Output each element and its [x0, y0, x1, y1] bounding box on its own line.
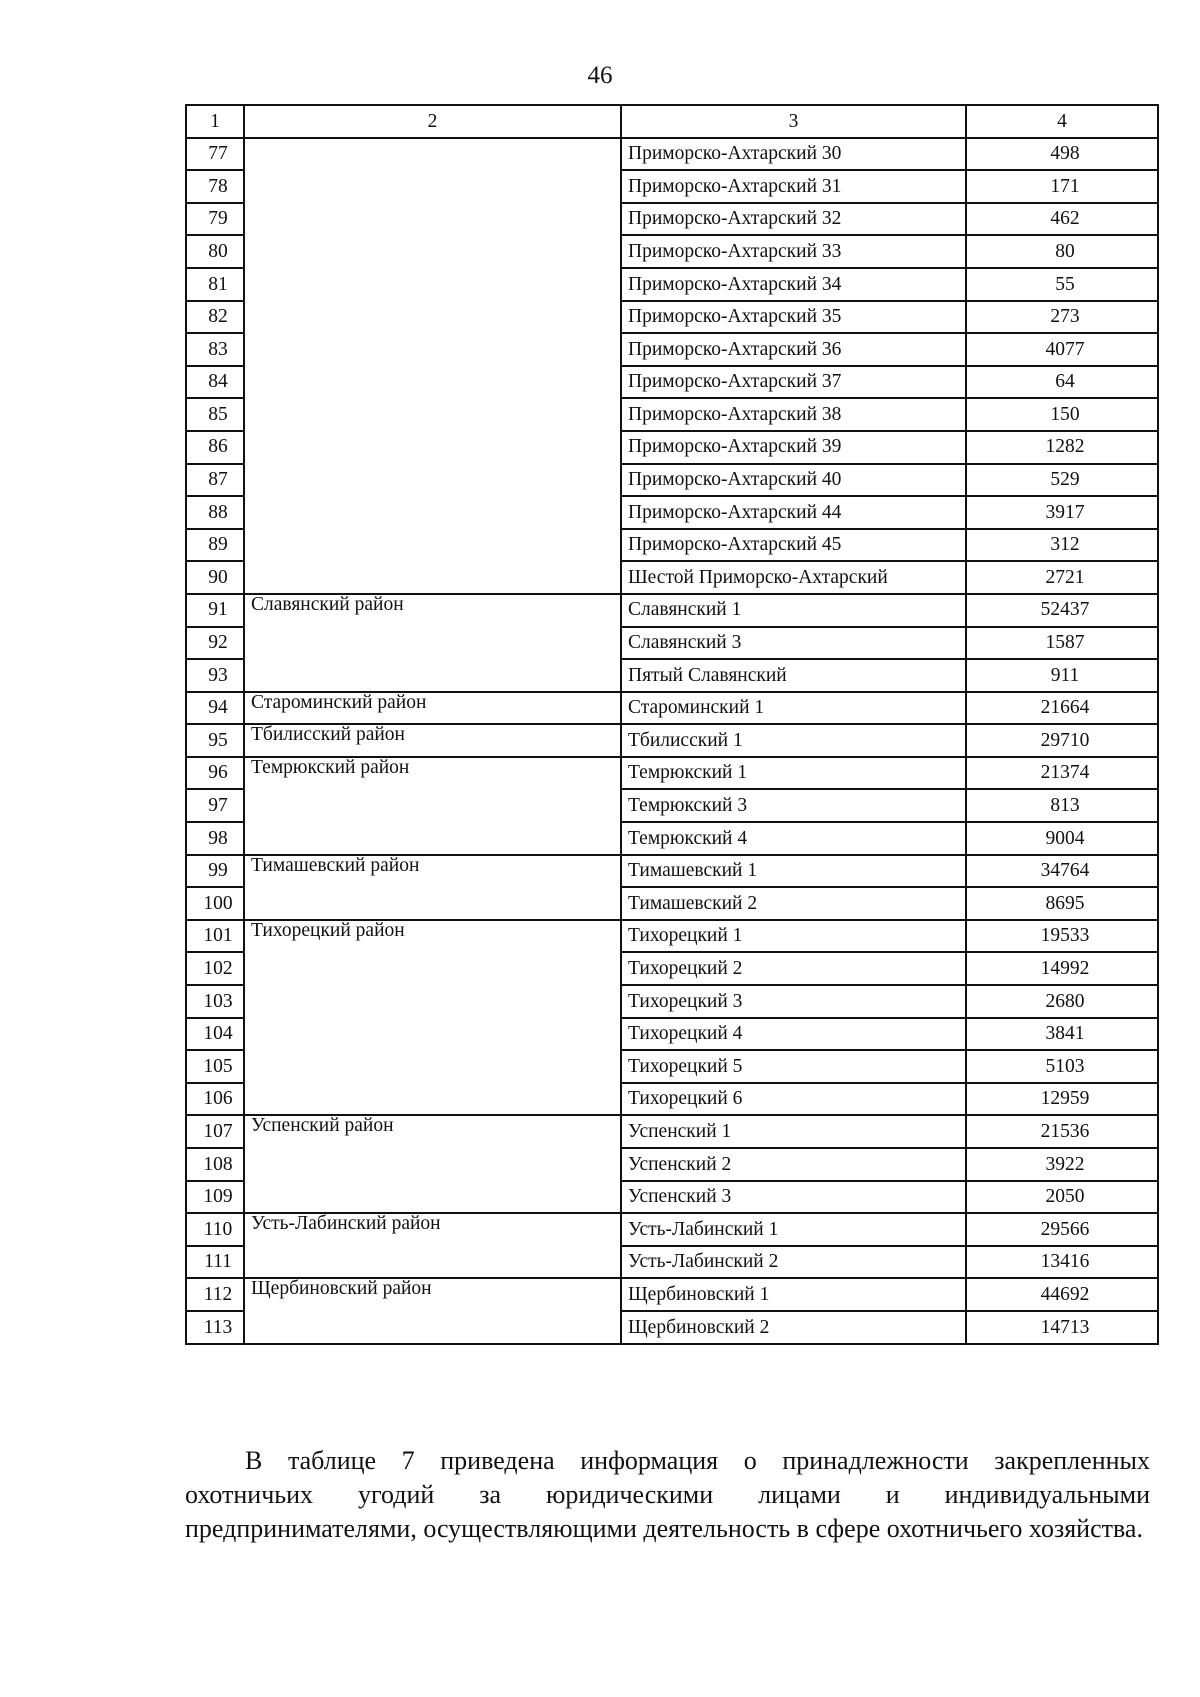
hunting-ground-name: Тихорецкий 2 — [621, 952, 966, 985]
row-number: 78 — [186, 170, 244, 203]
district-name: Тбилисский район — [244, 724, 621, 757]
row-number: 80 — [186, 235, 244, 268]
area-value: 171 — [966, 170, 1158, 203]
page-number: 46 — [587, 62, 613, 89]
row-number: 108 — [186, 1148, 244, 1181]
hunting-ground-name: Темрюкский 1 — [621, 757, 966, 790]
hunting-ground-name: Щербиновский 1 — [621, 1278, 966, 1311]
area-value: 13416 — [966, 1246, 1158, 1279]
hunting-ground-name: Успенский 1 — [621, 1115, 966, 1148]
district-name: Успенский район — [244, 1115, 621, 1213]
area-value: 529 — [966, 464, 1158, 497]
hunting-ground-name: Приморско-Ахтарский 44 — [621, 496, 966, 529]
row-number: 79 — [186, 203, 244, 236]
row-number: 111 — [186, 1246, 244, 1279]
row-number: 102 — [186, 952, 244, 985]
hunting-ground-name: Славянский 1 — [621, 594, 966, 627]
row-number: 99 — [186, 855, 244, 888]
hunting-ground-name: Тихорецкий 3 — [621, 985, 966, 1018]
hunting-ground-name: Успенский 3 — [621, 1181, 966, 1214]
row-number: 83 — [186, 333, 244, 366]
table-row — [186, 594, 1158, 627]
row-number: 93 — [186, 659, 244, 692]
district-name: Щербиновский район — [244, 1278, 621, 1343]
row-number: 110 — [186, 1213, 244, 1246]
table-body — [186, 138, 1158, 1344]
row-number: 92 — [186, 627, 244, 660]
hunting-ground-name: Темрюкский 3 — [621, 789, 966, 822]
area-value: 21536 — [966, 1115, 1158, 1148]
hunting-ground-name: Приморско-Ахтарский 33 — [621, 235, 966, 268]
row-number: 103 — [186, 985, 244, 1018]
area-value: 1587 — [966, 627, 1158, 660]
table-row — [186, 1278, 1158, 1311]
hunting-ground-name: Приморско-Ахтарский 30 — [621, 138, 966, 171]
row-number: 105 — [186, 1050, 244, 1083]
area-value: 2680 — [966, 985, 1158, 1018]
table-row — [186, 757, 1158, 790]
area-value: 2721 — [966, 561, 1158, 594]
table-row — [186, 138, 1158, 171]
hunting-ground-name: Тбилисский 1 — [621, 724, 966, 757]
area-value: 911 — [966, 659, 1158, 692]
area-value: 29566 — [966, 1213, 1158, 1246]
header-row — [186, 105, 1158, 138]
area-value: 19533 — [966, 920, 1158, 953]
area-value: 8695 — [966, 887, 1158, 920]
row-number: 85 — [186, 398, 244, 431]
area-value: 813 — [966, 789, 1158, 822]
hunting-ground-name: Тимашевский 2 — [621, 887, 966, 920]
hunting-ground-name: Приморско-Ахтарский 36 — [621, 333, 966, 366]
row-number: 113 — [186, 1311, 244, 1344]
row-number: 86 — [186, 431, 244, 464]
area-value: 80 — [966, 235, 1158, 268]
area-value: 14992 — [966, 952, 1158, 985]
hunting-ground-name: Тимашевский 1 — [621, 855, 966, 888]
row-number: 89 — [186, 529, 244, 562]
row-number: 81 — [186, 268, 244, 301]
header-col-2: 2 — [244, 105, 621, 138]
row-number: 107 — [186, 1115, 244, 1148]
hunting-ground-name: Приморско-Ахтарский 31 — [621, 170, 966, 203]
header-col-4: 4 — [966, 105, 1158, 138]
table-header — [186, 105, 1158, 138]
row-number: 77 — [186, 138, 244, 171]
area-value: 5103 — [966, 1050, 1158, 1083]
area-value: 273 — [966, 301, 1158, 334]
area-value: 14713 — [966, 1311, 1158, 1344]
area-value: 3841 — [966, 1018, 1158, 1051]
row-number: 101 — [186, 920, 244, 953]
area-value: 64 — [966, 366, 1158, 399]
hunting-ground-name: Щербиновский 2 — [621, 1311, 966, 1344]
hunting-ground-name: Приморско-Ахтарский 35 — [621, 301, 966, 334]
district-name: Темрюкский район — [244, 757, 621, 855]
hunting-ground-name: Приморско-Ахтарский 40 — [621, 464, 966, 497]
area-value: 52437 — [966, 594, 1158, 627]
row-number: 104 — [186, 1018, 244, 1051]
table-row — [186, 1115, 1158, 1148]
row-number: 97 — [186, 789, 244, 822]
hunting-ground-name: Приморско-Ахтарский 39 — [621, 431, 966, 464]
hunting-ground-name: Приморско-Ахтарский 37 — [621, 366, 966, 399]
hunting-grounds-table — [185, 104, 1159, 1345]
hunting-ground-name: Приморско-Ахтарский 32 — [621, 203, 966, 236]
area-value: 2050 — [966, 1181, 1158, 1214]
hunting-ground-name: Темрюкский 4 — [621, 822, 966, 855]
area-value: 55 — [966, 268, 1158, 301]
area-value: 3917 — [966, 496, 1158, 529]
area-value: 21664 — [966, 692, 1158, 725]
area-value: 9004 — [966, 822, 1158, 855]
hunting-ground-name: Успенский 2 — [621, 1148, 966, 1181]
hunting-ground-name: Славянский 3 — [621, 627, 966, 660]
row-number: 96 — [186, 757, 244, 790]
hunting-ground-name: Староминский 1 — [621, 692, 966, 725]
district-name: Славянский район — [244, 594, 621, 692]
hunting-ground-name: Тихорецкий 1 — [621, 920, 966, 953]
hunting-ground-name: Тихорецкий 5 — [621, 1050, 966, 1083]
hunting-ground-name: Усть-Лабинский 1 — [621, 1213, 966, 1246]
header-col-1: 1 — [186, 105, 244, 138]
hunting-ground-name: Приморско-Ахтарский 38 — [621, 398, 966, 431]
row-number: 88 — [186, 496, 244, 529]
area-value: 4077 — [966, 333, 1158, 366]
row-number: 100 — [186, 887, 244, 920]
district-name: Усть-Лабинский район — [244, 1213, 621, 1278]
table-row — [186, 855, 1158, 888]
row-number: 91 — [186, 594, 244, 627]
area-value: 150 — [966, 398, 1158, 431]
row-number: 106 — [186, 1083, 244, 1116]
row-number: 95 — [186, 724, 244, 757]
row-number: 98 — [186, 822, 244, 855]
area-value: 3922 — [966, 1148, 1158, 1181]
row-number: 87 — [186, 464, 244, 497]
area-value: 21374 — [966, 757, 1158, 790]
row-number: 109 — [186, 1181, 244, 1214]
row-number: 84 — [186, 366, 244, 399]
hunting-ground-name: Тихорецкий 4 — [621, 1018, 966, 1051]
area-value: 12959 — [966, 1083, 1158, 1116]
row-number: 82 — [186, 301, 244, 334]
district-name: Тихорецкий район — [244, 920, 621, 1116]
hunting-ground-name: Шестой Приморско-Ахтарский — [621, 561, 966, 594]
area-value: 498 — [966, 138, 1158, 171]
area-value: 34764 — [966, 855, 1158, 888]
area-value: 1282 — [966, 431, 1158, 464]
hunting-ground-name: Тихорецкий 6 — [621, 1083, 966, 1116]
area-value: 312 — [966, 529, 1158, 562]
area-value: 29710 — [966, 724, 1158, 757]
hunting-ground-name: Усть-Лабинский 2 — [621, 1246, 966, 1279]
row-number: 112 — [186, 1278, 244, 1311]
row-number: 90 — [186, 561, 244, 594]
district-name — [244, 138, 621, 594]
table-row — [186, 920, 1158, 953]
table-row — [186, 1213, 1158, 1246]
header-col-3: 3 — [621, 105, 966, 138]
area-value: 462 — [966, 203, 1158, 236]
table-row — [186, 692, 1158, 725]
hunting-ground-name: Приморско-Ахтарский 45 — [621, 529, 966, 562]
hunting-ground-name: Приморско-Ахтарский 34 — [621, 268, 966, 301]
footer-paragraph: В таблице 7 приведена информация о принадлежности закрепленных охотничьих угодий за юридическими лицами и индивидуальными предпринимателями, осуществляющими деятельность в сфере охотничьего хозяйства. — [185, 1446, 1150, 1543]
row-number: 94 — [186, 692, 244, 725]
table-row — [186, 724, 1158, 757]
district-name: Староминский район — [244, 692, 621, 725]
district-name: Тимашевский район — [244, 855, 621, 920]
area-value: 44692 — [966, 1278, 1158, 1311]
hunting-ground-name: Пятый Славянский — [621, 659, 966, 692]
